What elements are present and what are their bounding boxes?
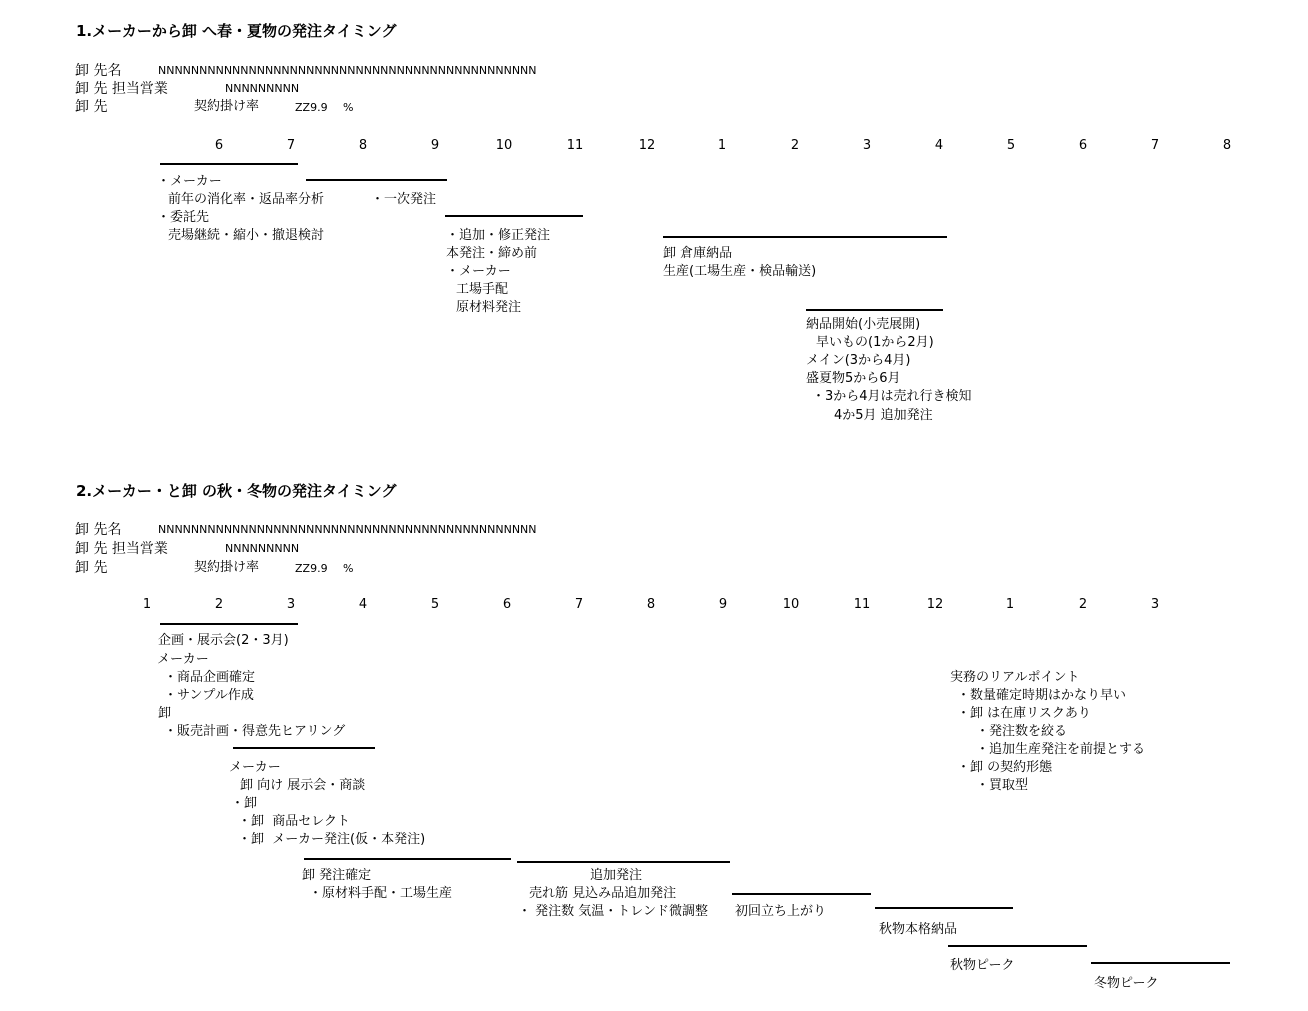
note-text: ・委託先 xyxy=(157,210,210,225)
sales-rep-label: 卸 先 担当営業 xyxy=(75,81,168,97)
month-label: 11 xyxy=(566,138,584,153)
note-text: 初回立ち上がり xyxy=(735,904,827,919)
practical-point: ・卸 の契約形態 xyxy=(957,760,1053,775)
note-text: ・サンプル作成 xyxy=(164,688,254,703)
month-label: 1 xyxy=(717,138,727,153)
note-text: 早いもの(1から2月) xyxy=(816,335,934,350)
note-text: ・卸 商品セレクト xyxy=(238,814,351,829)
timeline-bar xyxy=(306,179,447,181)
month-label: 10 xyxy=(495,138,513,153)
note-text: ・商品企画確定 xyxy=(164,670,256,685)
sales-rep-value: NNNNNNNNN xyxy=(225,82,300,95)
timeline-bar xyxy=(875,907,1013,909)
rate-value: ZZ9.9 xyxy=(295,562,328,575)
month-label: 11 xyxy=(853,597,871,612)
wholesaler-label: 卸 先 xyxy=(75,99,108,115)
note-text: 生産(工場生産・検品輸送) xyxy=(663,264,817,279)
note-text: 卸 発注確定 xyxy=(302,868,372,883)
note-text: 4か5月 追加発注 xyxy=(834,408,933,423)
rate-value: ZZ9.9 xyxy=(295,101,328,114)
month-label: 8 xyxy=(358,138,368,153)
month-label: 1 xyxy=(1005,597,1015,612)
wholesaler-name-label: 卸 先名 xyxy=(75,522,122,538)
sales-rep-value: NNNNNNNNN xyxy=(225,542,300,555)
note-text: 原材料発注 xyxy=(456,300,522,315)
note-text: 卸 xyxy=(158,706,172,721)
note-text: 盛夏物5から6月 xyxy=(806,371,901,386)
month-label: 8 xyxy=(1222,138,1232,153)
month-label: 7 xyxy=(286,138,296,153)
note-text: メーカー xyxy=(157,652,209,667)
timeline-bar xyxy=(233,747,375,749)
wholesaler-name-value: NNNNNNNNNNNNNNNNNNNNNNNNNNNNNNNNNNNNNNNNNNNNNN xyxy=(158,64,537,77)
month-label: 3 xyxy=(286,597,296,612)
rate-unit: % xyxy=(343,562,354,575)
month-label: 5 xyxy=(430,597,440,612)
wholesaler-name-label: 卸 先名 xyxy=(75,63,122,79)
month-label: 9 xyxy=(430,138,440,153)
timeline-bar xyxy=(304,858,511,860)
month-label: 4 xyxy=(934,138,944,153)
note-text: ・販売計画・得意先ヒアリング xyxy=(164,724,346,739)
month-label: 2 xyxy=(790,138,800,153)
note-text: 納品開始(小売展開) xyxy=(806,317,921,332)
month-label: 2 xyxy=(1078,597,1088,612)
rate-label: 契約掛け率 xyxy=(194,560,260,575)
month-label: 8 xyxy=(646,597,656,612)
note-text: 追加発注 xyxy=(590,868,643,883)
timeline-bar xyxy=(517,861,730,863)
practical-point: ・追加生産発注を前提とする xyxy=(976,742,1146,757)
rate-unit: % xyxy=(343,101,354,114)
note-text: ・メーカー xyxy=(157,174,222,189)
month-label: 1 xyxy=(142,597,152,612)
month-label: 3 xyxy=(1150,597,1160,612)
note-text: ・一次発注 xyxy=(371,192,437,207)
practical-points-title: 実務のリアルポイント xyxy=(950,670,1080,685)
note-text: 卸 向け 展示会・商談 xyxy=(240,778,366,793)
note-text: 前年の消化率・返品率分析 xyxy=(168,192,325,207)
note-text: ・卸 xyxy=(231,796,258,811)
timeline-bar xyxy=(948,945,1087,947)
timeline-bar xyxy=(732,893,871,895)
rate-label: 契約掛け率 xyxy=(194,99,260,114)
note-text: ・メーカー xyxy=(446,264,511,279)
sales-rep-label: 卸 先 担当営業 xyxy=(75,541,168,557)
month-label: 7 xyxy=(1150,138,1160,153)
month-label: 12 xyxy=(926,597,944,612)
note-text: ・卸 メーカー発注(仮・本発注) xyxy=(238,832,426,847)
note-text: メーカー xyxy=(229,760,281,775)
month-label: 4 xyxy=(358,597,368,612)
note-text: 卸 倉庫納品 xyxy=(663,246,733,261)
note-text: ・原材料手配・工場生産 xyxy=(309,886,453,901)
month-label: 3 xyxy=(862,138,872,153)
timeline-bar xyxy=(663,236,947,238)
note-text: メイン(3から4月) xyxy=(806,353,911,368)
month-label: 6 xyxy=(502,597,512,612)
wholesaler-label: 卸 先 xyxy=(75,560,108,576)
month-label: 5 xyxy=(1006,138,1016,153)
wholesaler-name-value: NNNNNNNNNNNNNNNNNNNNNNNNNNNNNNNNNNNNNNNNNNNNNN xyxy=(158,523,537,536)
note-text: 売場継続・縮小・撤退検討 xyxy=(168,228,325,243)
month-label: 12 xyxy=(638,138,656,153)
note-text: 本発注・締め前 xyxy=(446,246,538,261)
note-text: ・3から4月は売れ行き検知 xyxy=(812,389,972,404)
month-label: 9 xyxy=(718,597,728,612)
practical-point: ・数量確定時期はかなり早い xyxy=(957,688,1127,703)
note-text: ・追加・修正発注 xyxy=(446,228,551,243)
month-label: 6 xyxy=(1078,138,1088,153)
note-text: 秋物ピーク xyxy=(950,958,1015,973)
note-text: ・ 発注数 気温・トレンド微調整 xyxy=(518,904,708,919)
note-text: 冬物ピーク xyxy=(1094,976,1159,991)
practical-point: ・卸 は在庫リスクあり xyxy=(957,706,1091,721)
timeline-bar xyxy=(1091,962,1230,964)
note-text: 売れ筋 見込み品追加発注 xyxy=(529,886,677,901)
month-label: 7 xyxy=(574,597,584,612)
note-text: 秋物本格納品 xyxy=(879,922,958,937)
practical-point: ・発注数を絞る xyxy=(976,724,1068,739)
timeline-bar xyxy=(160,623,298,625)
timeline-bar xyxy=(160,163,298,165)
month-label: 10 xyxy=(782,597,800,612)
timeline-bar xyxy=(806,309,943,311)
section1-title: 1.メーカーから卸 へ春・夏物の発注タイミング xyxy=(76,22,397,40)
section2-title: 2.メーカー・と卸 の秋・冬物の発注タイミング xyxy=(76,482,397,500)
note-text: 工場手配 xyxy=(456,282,509,297)
month-label: 6 xyxy=(214,138,224,153)
practical-point: ・買取型 xyxy=(976,778,1029,793)
note-text: 企画・展示会(2・3月) xyxy=(158,633,289,648)
month-label: 2 xyxy=(214,597,224,612)
timeline-bar xyxy=(445,215,583,217)
